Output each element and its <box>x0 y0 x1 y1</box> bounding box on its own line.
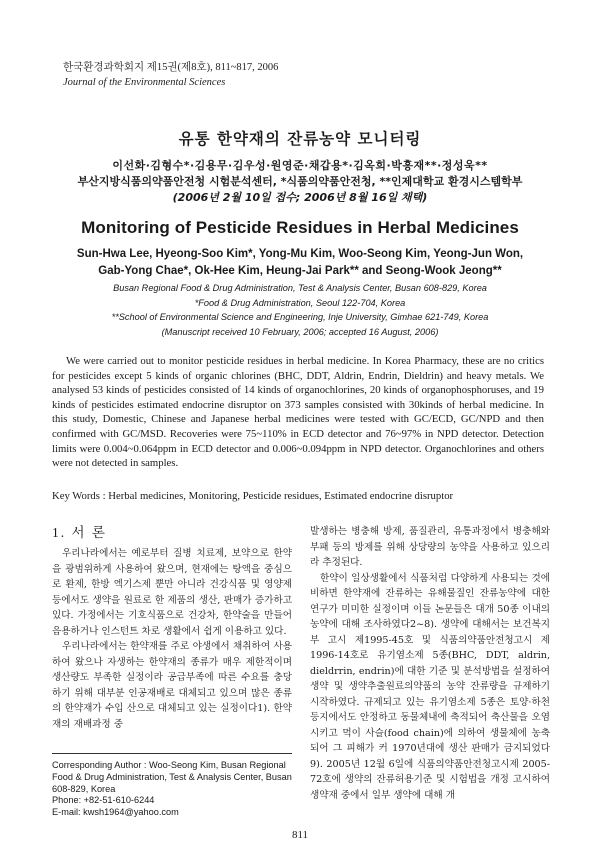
journal-line-ko: 한국환경과학회지 제15권(제8호), 811~817, 2006 <box>63 62 279 73</box>
english-authors-line-2: Gab-Yong Chae*, Ok-Hee Kim, Heung-Jai Park** and Seong-Wook Jeong** <box>98 265 502 277</box>
paragraph: 발생하는 병충해 방제, 품질관리, 유통과정에서 병충해와 부패 등의 방제를 위해 상당량의 농약을 사용하고 있으리라 추정된다. <box>310 526 550 568</box>
affiliation-line-1: Busan Regional Food & Drug Administration, Test & Analysis Center, Busan 608-829, Korea <box>113 283 487 293</box>
english-title: Monitoring of Pesticide Residues in Herbal Medicines <box>81 218 519 237</box>
left-column-text <box>52 546 292 732</box>
corresp-line: 608-829, Korea <box>52 783 116 794</box>
right-column-text <box>310 524 550 803</box>
footnote-divider <box>52 753 292 754</box>
abstract <box>52 354 544 471</box>
abstract-text: We were carried out to monitor pesticide residues in herbal medicine. In Korea Pharmacy, these are no critics for pesticides except 5 kinds of organic chlorines (BHC, DDT, Aldrin, Endrin, Dieldrin) and heavy metals. We analysed 53 kinds of pesticides consisted of 14 kinds of organochlorines, 20 kinds of organophosphoruses, and 19 kinds of pesticides estimated endocrine disruptor on 373 samples consisted with 30kinds of herbal medicine. In this study, Domestic, Chinese and Japanese herbal medicines were tested with GC/ECD, GC/NPD and then confirmed with GC/MSD. Recoveries were 75~110% in ECD detector and 76~97% in NPD detector. Detection limits were 0.004~0.064ppm in ECD detector and 0.006~0.094ppm in NPD detector. Organochlorines and others were not detected in samples. <box>52 355 544 470</box>
journal-header <box>63 60 278 90</box>
korean-affiliation: 부산지방식품의약품안전청 시험분석센터, *식품의약품안전청, **인제대학교 환경시스템학부 <box>77 175 523 188</box>
corresponding-author-footnote <box>52 760 302 819</box>
corresp-line: Corresponding Author : Woo-Seong Kim, Busan Regional <box>52 760 286 770</box>
affiliation-line-3: **School of Environmental Science and Engineering, Inje University, Gimhae 621-749, Korea <box>111 312 489 322</box>
affiliation-line-2: *Food & Drug Administration, Seoul 122-704, Korea <box>194 297 406 308</box>
left-column <box>52 521 292 732</box>
english-authors-line-1: Sun-Hwa Lee, Hyeong-Soo Kim*, Yong-Mu Kim, Woo-Seong Kim, Yeong-Jun Won, <box>76 248 524 260</box>
corresp-phone: Phone: +82-51-610-6244 <box>52 795 155 806</box>
korean-title: 유통 한약재의 잔류농약 모니터링 <box>178 130 422 148</box>
korean-dates: (2006년 2월 10일 접수; 2006년 8월 16일 채택) <box>172 191 428 204</box>
keywords: Key Words : Herbal medicines, Monitoring, Pesticide residues, Estimated endocrine disruptor <box>52 490 454 502</box>
journal-line-en: Journal of the Environmental Sciences <box>63 77 226 88</box>
right-column <box>310 524 550 803</box>
korean-authors: 이선화·김형수*·김용무·김우성·원영준·채갑용*·김옥희·박흥재**·정성욱** <box>112 159 488 172</box>
corresp-email: E-mail: kwsh1964@yahoo.com <box>52 807 179 818</box>
english-affiliations <box>0 281 600 339</box>
paragraph: 우리나라에서는 예로부터 질병 치료제, 보약으로 한약을 광범위하게 사용하여 왔으며, 현재에는 탕액을 중심으로 환제, 한방 엑기스제 뿐만 아니라 건강식품 및 영양제 등에서도 생약을 원료로 한 제품의 생산, 판매가 증가하고 있다. 가정에서는 기호식품으로 건강차, 한약술을 만들어 음용하거나 인스턴트 차로 생활에서 쉽게 이용하고 있다. <box>52 548 292 637</box>
paragraph: 우리나라에서는 한약재를 주로 야생에서 채취하여 사용하여 왔으나 자생하는 한약재의 종류가 매우 제한적이며 생산량도 부족한 실정이라 공급부족에 따른 수요를 충당하기 위해 대부분 인공재배로 대체되고 있으며 많은 종류의 한약재가 수입 산으로 대체되고 있는 실정이다1). 한약재의 재배과정 중 <box>52 641 292 730</box>
section-title-introduction: 1. 서 론 <box>52 525 107 540</box>
paragraph: 한약이 일상생활에서 식품처럼 다양하게 사용되는 것에 비하면 한약재에 잔류하는 유해물질인 잔류농약에 대한 연구가 미미한 실정이며 이들 논문들은 대개 50종 이내의 농약에 대해 조사하였다2~8). 생약에 대해서는 보건복지부 고시 제1995-45호 및 식품의약품안전청고시 제1996-14호로 유기염소제 5종(BHC, DDT, aldrin, dieldrrin, endrin)에 대한 기준 및 분석방법을 설정하여 생약 및 생약추출원료의약품의 농약 잔류량을 규제하기 시작하였다. 규제되고 있는 유기염소제 5종은 토양·하천 등지에서도 안정하고 동물체내에 축적되어 축산물을 오염시키고 먹이 사슬(food chain)에 의하여 생물체에 농축되어 그 피해가 커 1970년대에 생산 판매가 금지되었다9). 2005년 12월 6일에 식품의약품안전청고시제 2005-72호에 생약의 잔류허용기준 및 시험법을 개정 고시하여 생약재 중에서 일부 생약에 대해 개 <box>310 572 550 801</box>
page-number: 811 <box>291 829 309 841</box>
english-authors <box>0 246 600 280</box>
corresp-line: Food & Drug Administration, Test & Analysis Center, Busan <box>52 771 292 782</box>
manuscript-dates: (Manuscript received 10 February, 2006; accepted 16 August, 2006) <box>161 326 439 337</box>
korean-author-block <box>0 158 600 206</box>
